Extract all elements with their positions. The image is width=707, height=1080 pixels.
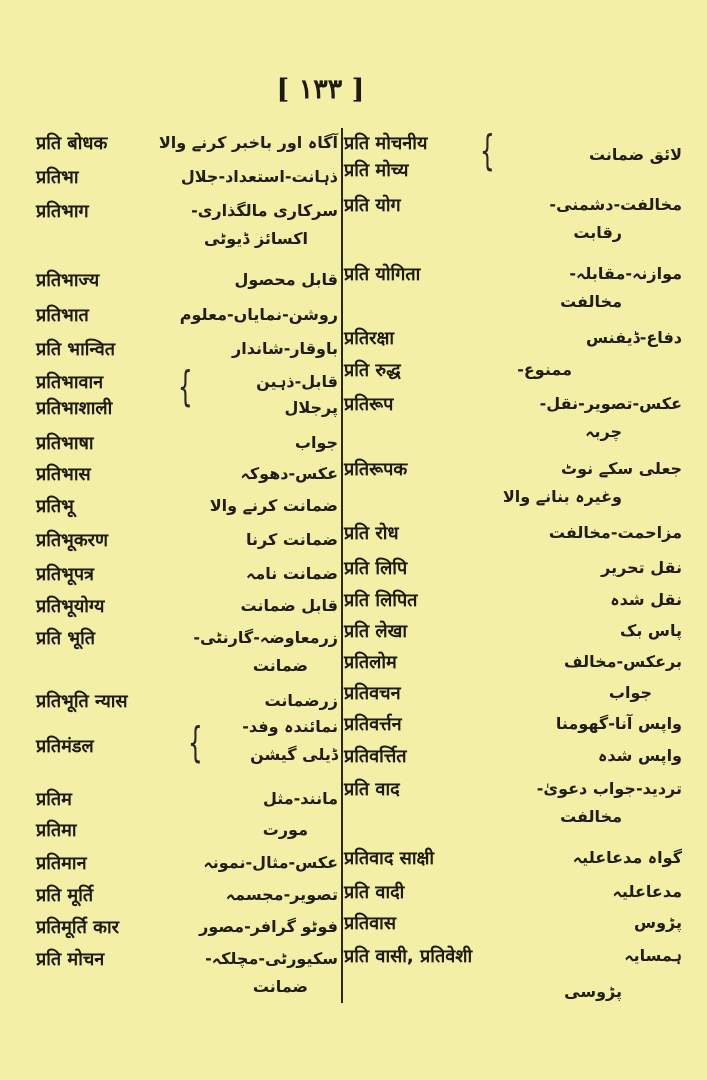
definition: پڑوس (634, 913, 682, 932)
definition: ضمانت کرنا (246, 530, 338, 549)
definition: تصویر-مجسمہ (225, 885, 338, 904)
definition-continued: رقابت (573, 223, 622, 242)
headword: प्रति रुद्ध (344, 360, 401, 381)
definition: ضمانت کرنے والا (209, 496, 338, 515)
headword: प्रतिभूकरण (36, 530, 109, 551)
headword: प्रतिवास (344, 913, 397, 934)
definition: جواب (608, 683, 652, 702)
definition: مدعاعلیہ (612, 882, 682, 901)
definition: پاس بک (619, 621, 682, 640)
page-number: [ ١٣٣ ] (276, 74, 365, 105)
definition: عکس-مثال-نمونہ (203, 853, 338, 872)
column-divider (341, 128, 343, 1003)
definition-continued: ڈیلی گیشن (250, 745, 338, 764)
definition-continued: اکسائز ڈیوٹی (204, 229, 308, 248)
definition: دفاع-ڈیفنس (585, 328, 682, 347)
brace-symbol: { (480, 126, 495, 175)
headword: प्रति लेखा (344, 621, 408, 642)
brace-symbol: { (188, 718, 203, 767)
brace-symbol: { (178, 362, 193, 411)
definition: واپس شدہ (598, 746, 682, 765)
headword: प्रति लिपित (344, 590, 418, 611)
headword: प्रतिवर्त्तन (344, 714, 402, 735)
headword: प्रतिम (36, 789, 72, 810)
headword: प्रतिमंडल (36, 736, 94, 757)
headword: प्रति भान्वित (36, 339, 116, 360)
definition: مخالفت-دشمنی- (549, 195, 682, 214)
headword: प्रति मूर्ति (36, 885, 94, 906)
definition: موازنہ-مقابلہ- (569, 264, 682, 283)
headword: प्रतिभात (36, 305, 89, 326)
definition: ضمانت نامہ (245, 564, 338, 583)
headword: प्रति लिपि (344, 558, 408, 579)
definition: ہمسایہ (624, 946, 682, 965)
headword: प्रतिभूति न्यास (36, 691, 128, 712)
headword: प्रतिभूपत्र (36, 564, 94, 585)
definition: سرکاری مالگذاری- (191, 201, 338, 220)
definition-continued: مخالفت (560, 807, 622, 826)
definition: آگاہ اور باخبر کرنے والا (158, 133, 338, 152)
headword: प्रतिवर्त्तित (344, 746, 407, 767)
definition: ممنوع- (517, 360, 572, 379)
headword: प्रतिभावान (36, 372, 104, 393)
definition: لائق ضمانت (588, 145, 682, 164)
headword: प्रतिरूप (344, 394, 394, 415)
definition: نقل شدہ (610, 590, 682, 609)
definition: عکس-دھوکہ (240, 464, 338, 483)
definition: روشن-نمایاں-معلوم (179, 305, 338, 324)
definition: مورت (262, 820, 308, 839)
headword: प्रति योगिता (344, 264, 421, 285)
headword: प्रतिरूपक (344, 459, 408, 480)
headword: प्रतिलोम (344, 652, 397, 673)
definition: فوٹو گرافر-مصور (199, 917, 338, 936)
definition-continued: مخالفت (560, 292, 622, 311)
headword: प्रतिमान (36, 853, 87, 874)
definition: زرمعاوضہ-گارنٹی- (193, 628, 338, 647)
headword: प्रतिभाग (36, 201, 89, 222)
headword: प्रति वासी, प्रतिवेशी (344, 946, 473, 967)
headword: प्रतिभू (36, 496, 74, 517)
definition-continued: وغیرہ بنانے والا (502, 487, 622, 506)
definition: مزاحمت-مخالفت (548, 523, 682, 542)
headword: प्रतिमूर्ति कार (36, 917, 119, 938)
headword: प्रति मोचनीय (344, 133, 428, 154)
headword: प्रतिमा (36, 820, 77, 841)
headword: प्रतिभास (36, 464, 91, 485)
definition: قابل محصول (234, 270, 338, 289)
definition: پرجلال (284, 398, 338, 417)
headword: प्रतिवाद साक्षी (344, 848, 435, 869)
definition-continued: چربہ (585, 422, 622, 441)
definition-continued: ضمانت (252, 977, 308, 996)
definition: واپس آنا-گھومنا (555, 714, 682, 733)
definition: برعکس-مخالف (564, 652, 682, 671)
definition: گواہ مدعاعلیہ (572, 848, 682, 867)
headword: प्रति योग (344, 195, 401, 216)
definition: جواب (294, 433, 338, 452)
definition: تردید-جواب دعویٰ- (536, 779, 682, 798)
headword: प्रतिभाषा (36, 433, 94, 454)
headword: प्रतिरक्षा (344, 328, 395, 349)
definition: عکس-تصویر-نقل- (539, 394, 682, 413)
headword: प्रति मोच्य (344, 160, 409, 181)
headword: प्रति वाद (344, 779, 400, 800)
definition: جعلی سکے نوٹ (561, 459, 682, 478)
definition: نقل تحریر (601, 558, 682, 577)
definition-continued: ضمانت (252, 656, 308, 675)
definition: مانند-مثل (262, 789, 338, 808)
headword: प्रति मोचन (36, 949, 105, 970)
headword: प्रति वादी (344, 882, 405, 903)
headword: प्रति रोध (344, 523, 399, 544)
headword: प्रतिभूयोग्य (36, 596, 105, 617)
definition: ذہانت-استعداد-جلال (180, 167, 338, 186)
definition: سکیورٹی-مچلکہ- (205, 949, 338, 968)
headword: प्रतिभाशाली (36, 398, 113, 419)
definition: نمائندہ وفد- (242, 717, 338, 736)
headword: प्रतिभा (36, 167, 79, 188)
definition: قابل ضمانت (240, 596, 338, 615)
definition: زرضمانت (264, 691, 338, 710)
headword: प्रतिभाज्य (36, 270, 100, 291)
headword: प्रति भूति (36, 628, 96, 649)
definition-continued: پڑوسی (564, 982, 622, 1001)
definition: قابل-ذہین (256, 372, 338, 391)
definition: باوقار-شاندار (232, 339, 338, 358)
headword: प्रति बोधक (36, 133, 108, 154)
headword: प्रतिवचन (344, 683, 401, 704)
